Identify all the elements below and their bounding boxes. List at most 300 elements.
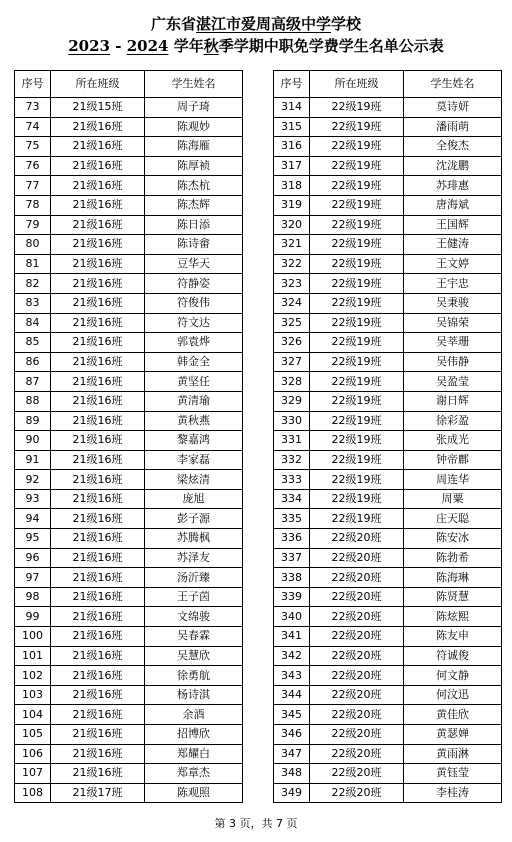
cell-class: 21级16班	[51, 725, 145, 745]
cell-no: 319	[274, 195, 310, 215]
cell-no: 106	[15, 744, 51, 764]
table-row	[274, 176, 502, 196]
cell-name: 王子茵	[145, 587, 243, 607]
table-row	[15, 372, 243, 392]
cell-class: 22级20班	[310, 627, 404, 647]
header-class: 所在班级	[51, 71, 145, 98]
cell-no: 336	[274, 529, 310, 549]
table-row	[274, 117, 502, 137]
cell-name: 郑章杰	[145, 764, 243, 784]
table-row	[274, 156, 502, 176]
table-row	[274, 293, 502, 313]
cell-name: 陈友申	[404, 627, 502, 647]
cell-class: 22级20班	[310, 548, 404, 568]
cell-no: 342	[274, 646, 310, 666]
cell-class: 21级16班	[51, 215, 145, 235]
table-row	[15, 705, 243, 725]
table-row	[274, 352, 502, 372]
cell-name: 庄天聪	[404, 509, 502, 529]
cell-no: 345	[274, 705, 310, 725]
cell-no: 104	[15, 705, 51, 725]
cell-name: 陈海雁	[145, 137, 243, 157]
cell-class: 22级19班	[310, 156, 404, 176]
title-year-start: 2023	[68, 37, 110, 55]
cell-class: 22级19班	[310, 254, 404, 274]
cell-class: 22级19班	[310, 313, 404, 333]
cell-class: 21级16班	[51, 666, 145, 686]
table-row	[15, 215, 243, 235]
cell-no: 332	[274, 450, 310, 470]
cell-no: 317	[274, 156, 310, 176]
cell-no: 343	[274, 666, 310, 686]
title-line-2	[0, 36, 512, 56]
table-row	[274, 137, 502, 157]
cell-no: 346	[274, 725, 310, 745]
cell-no: 83	[15, 293, 51, 313]
cell-no: 333	[274, 470, 310, 490]
cell-class: 22级20班	[310, 744, 404, 764]
cell-class: 21级16班	[51, 509, 145, 529]
table-row	[274, 254, 502, 274]
cell-name: 陈观妙	[145, 117, 243, 137]
cell-class: 21级16班	[51, 352, 145, 372]
table-row	[274, 372, 502, 392]
cell-class: 21级16班	[51, 568, 145, 588]
table-row	[15, 764, 243, 784]
table-row	[274, 313, 502, 333]
cell-class: 22级19班	[310, 470, 404, 490]
cell-no: 320	[274, 215, 310, 235]
cell-name: 陈厚祯	[145, 156, 243, 176]
cell-name: 郑耀白	[145, 744, 243, 764]
cell-no: 77	[15, 176, 51, 196]
table-row	[274, 509, 502, 529]
cell-name: 陈贤慧	[404, 587, 502, 607]
cell-name: 黄佳欣	[404, 705, 502, 725]
cell-no: 318	[274, 176, 310, 196]
table-row	[15, 783, 243, 803]
table-row	[274, 411, 502, 431]
cell-class: 22级19班	[310, 235, 404, 255]
cell-name: 李家磊	[145, 450, 243, 470]
cell-no: 87	[15, 372, 51, 392]
cell-class: 22级19班	[310, 176, 404, 196]
table-row	[274, 195, 502, 215]
header-name: 学生姓名	[145, 71, 243, 98]
title-description: 季学期中职免学费学生名单公示表	[218, 37, 444, 55]
cell-name: 周粟	[404, 489, 502, 509]
cell-name: 全俊杰	[404, 137, 502, 157]
cell-no: 335	[274, 509, 310, 529]
cell-no: 99	[15, 607, 51, 627]
header-class: 所在班级	[310, 71, 404, 98]
table-row	[274, 98, 502, 118]
cell-name: 韩金全	[145, 352, 243, 372]
cell-class: 22级19班	[310, 352, 404, 372]
cell-no: 93	[15, 489, 51, 509]
cell-no: 321	[274, 235, 310, 255]
table-row	[15, 117, 243, 137]
cell-class: 21级16班	[51, 627, 145, 647]
cell-class: 21级16班	[51, 529, 145, 549]
cell-class: 22级19班	[310, 489, 404, 509]
cell-class: 22级19班	[310, 450, 404, 470]
cell-no: 75	[15, 137, 51, 157]
cell-name: 符诚俊	[404, 646, 502, 666]
cell-no: 91	[15, 450, 51, 470]
cell-name: 黄清瑜	[145, 391, 243, 411]
cell-no: 337	[274, 548, 310, 568]
cell-name: 陈诗畲	[145, 235, 243, 255]
cell-class: 22级19班	[310, 372, 404, 392]
cell-no: 92	[15, 470, 51, 490]
cell-class: 22级20班	[310, 568, 404, 588]
cell-class: 22级19班	[310, 274, 404, 294]
table-row	[15, 450, 243, 470]
cell-class: 22级20班	[310, 529, 404, 549]
cell-no: 81	[15, 254, 51, 274]
cell-class: 22级19班	[310, 411, 404, 431]
cell-name: 黄雨淋	[404, 744, 502, 764]
cell-name: 王国辉	[404, 215, 502, 235]
cell-name: 吴莘珊	[404, 333, 502, 353]
cell-class: 21级16班	[51, 391, 145, 411]
cell-class: 21级16班	[51, 646, 145, 666]
cell-no: 315	[274, 117, 310, 137]
cell-class: 21级16班	[51, 587, 145, 607]
cell-name: 何汶迅	[404, 685, 502, 705]
header-no: 序号	[15, 71, 51, 98]
cell-name: 王健涛	[404, 235, 502, 255]
cell-no: 325	[274, 313, 310, 333]
cell-class: 22级19班	[310, 293, 404, 313]
cell-name: 符静姿	[145, 274, 243, 294]
cell-class: 21级16班	[51, 607, 145, 627]
cell-class: 22级19班	[310, 333, 404, 353]
table-row	[15, 195, 243, 215]
title-year-dash: -	[115, 37, 122, 55]
title-school-year: 学年	[173, 37, 204, 55]
table-row	[15, 176, 243, 196]
cell-name: 余酒	[145, 705, 243, 725]
table-row	[15, 470, 243, 490]
cell-name: 吴伟静	[404, 352, 502, 372]
table-row	[274, 568, 502, 588]
cell-class: 21级16班	[51, 195, 145, 215]
cell-name: 黄瑟婵	[404, 725, 502, 745]
cell-name: 苏琲惠	[404, 176, 502, 196]
cell-no: 341	[274, 627, 310, 647]
cell-no: 323	[274, 274, 310, 294]
cell-no: 74	[15, 117, 51, 137]
cell-no: 331	[274, 431, 310, 451]
cell-no: 103	[15, 685, 51, 705]
cell-name: 符俊伟	[145, 293, 243, 313]
cell-name: 吴锦荣	[404, 313, 502, 333]
cell-no: 73	[15, 98, 51, 118]
cell-class: 22级20班	[310, 764, 404, 784]
cell-no: 349	[274, 783, 310, 803]
table-row	[274, 705, 502, 725]
table-row	[274, 744, 502, 764]
cell-name: 招博欣	[145, 725, 243, 745]
cell-name: 苏泽友	[145, 548, 243, 568]
cell-no: 80	[15, 235, 51, 255]
cell-name: 周连华	[404, 470, 502, 490]
cell-name: 梁炫清	[145, 470, 243, 490]
cell-name: 张成光	[404, 431, 502, 451]
table-row	[15, 254, 243, 274]
cell-class: 21级16班	[51, 137, 145, 157]
cell-no: 330	[274, 411, 310, 431]
cell-name: 谢日辉	[404, 391, 502, 411]
cell-name: 徐勇航	[145, 666, 243, 686]
cell-class: 21级16班	[51, 685, 145, 705]
cell-class: 22级19班	[310, 509, 404, 529]
cell-no: 84	[15, 313, 51, 333]
table-row	[15, 313, 243, 333]
table-row	[15, 725, 243, 745]
table-row	[15, 627, 243, 647]
cell-no: 101	[15, 646, 51, 666]
table-row	[15, 744, 243, 764]
cell-class: 22级20班	[310, 666, 404, 686]
table-row	[274, 333, 502, 353]
cell-no: 108	[15, 783, 51, 803]
cell-name: 沈泷鹏	[404, 156, 502, 176]
header-no: 序号	[274, 71, 310, 98]
cell-name: 陈海琳	[404, 568, 502, 588]
cell-name: 彭子源	[145, 509, 243, 529]
cell-name: 陈勃希	[404, 548, 502, 568]
table-row	[274, 489, 502, 509]
cell-name: 苏腾枫	[145, 529, 243, 549]
cell-no: 88	[15, 391, 51, 411]
page-footer: 第 3 页，共 7 页	[214, 817, 298, 830]
cell-no: 316	[274, 137, 310, 157]
cell-class: 21级16班	[51, 489, 145, 509]
table-row	[15, 646, 243, 666]
table-row	[15, 431, 243, 451]
table-row	[15, 391, 243, 411]
table-row	[15, 509, 243, 529]
cell-name: 黄钰莹	[404, 764, 502, 784]
cell-name: 陈炫熙	[404, 607, 502, 627]
table-row	[15, 156, 243, 176]
cell-no: 76	[15, 156, 51, 176]
title-school-name: 湛江市爱周高级中学	[195, 15, 331, 33]
student-table-left	[14, 70, 243, 803]
table-row	[274, 725, 502, 745]
table-row	[274, 783, 502, 803]
table-row	[15, 666, 243, 686]
cell-name: 陈安冰	[404, 529, 502, 549]
cell-no: 79	[15, 215, 51, 235]
cell-class: 21级16班	[51, 313, 145, 333]
table-row	[274, 274, 502, 294]
cell-name: 陈杰辉	[145, 195, 243, 215]
cell-class: 21级15班	[51, 98, 145, 118]
cell-class: 22级19班	[310, 215, 404, 235]
cell-no: 78	[15, 195, 51, 215]
table-row	[274, 529, 502, 549]
cell-name: 王文婷	[404, 254, 502, 274]
table-row	[15, 98, 243, 118]
cell-class: 22级20班	[310, 607, 404, 627]
cell-class: 21级16班	[51, 293, 145, 313]
table-row	[274, 391, 502, 411]
table-row	[274, 450, 502, 470]
cell-name: 吴盈莹	[404, 372, 502, 392]
cell-name: 豆华天	[145, 254, 243, 274]
cell-class: 22级20班	[310, 705, 404, 725]
cell-name: 陈日添	[145, 215, 243, 235]
cell-name: 吴春霖	[145, 627, 243, 647]
cell-no: 95	[15, 529, 51, 549]
cell-name: 何文静	[404, 666, 502, 686]
title-year-end: 2024	[126, 37, 169, 55]
cell-name: 杨诗淇	[145, 685, 243, 705]
table-row	[15, 274, 243, 294]
cell-name: 庞旭	[145, 489, 243, 509]
cell-no: 97	[15, 568, 51, 588]
cell-class: 22级20班	[310, 725, 404, 745]
cell-no: 89	[15, 411, 51, 431]
table-row	[274, 646, 502, 666]
cell-no: 340	[274, 607, 310, 627]
cell-class: 21级16班	[51, 470, 145, 490]
cell-class: 21级16班	[51, 372, 145, 392]
cell-class: 21级16班	[51, 156, 145, 176]
cell-class: 22级20班	[310, 587, 404, 607]
cell-class: 22级19班	[310, 98, 404, 118]
table-row	[274, 627, 502, 647]
cell-name: 周子琦	[145, 98, 243, 118]
table-row	[15, 548, 243, 568]
student-table-right	[273, 70, 502, 803]
table-row	[15, 685, 243, 705]
cell-class: 21级16班	[51, 117, 145, 137]
table-row	[274, 548, 502, 568]
table-row	[15, 137, 243, 157]
table-row	[15, 529, 243, 549]
title-term: 秋	[203, 37, 219, 55]
cell-name: 唐海斌	[404, 195, 502, 215]
cell-no: 338	[274, 568, 310, 588]
cell-name: 黄坚任	[145, 372, 243, 392]
cell-class: 21级16班	[51, 705, 145, 725]
table-row	[274, 764, 502, 784]
cell-class: 21级16班	[51, 274, 145, 294]
cell-no: 348	[274, 764, 310, 784]
cell-no: 107	[15, 764, 51, 784]
cell-no: 328	[274, 372, 310, 392]
cell-no: 314	[274, 98, 310, 118]
table-row	[274, 685, 502, 705]
cell-no: 334	[274, 489, 310, 509]
cell-class: 21级16班	[51, 254, 145, 274]
cell-no: 344	[274, 685, 310, 705]
cell-name: 汤沂臻	[145, 568, 243, 588]
cell-name: 李桂涛	[404, 783, 502, 803]
cell-class: 21级16班	[51, 744, 145, 764]
table-row	[274, 235, 502, 255]
cell-class: 22级19班	[310, 117, 404, 137]
cell-name: 符文达	[145, 313, 243, 333]
cell-no: 96	[15, 548, 51, 568]
cell-class: 21级16班	[51, 764, 145, 784]
cell-name: 莫诗妍	[404, 98, 502, 118]
cell-name: 郭袁烨	[145, 333, 243, 353]
cell-no: 105	[15, 725, 51, 745]
table-row	[15, 293, 243, 313]
cell-no: 102	[15, 666, 51, 686]
cell-no: 82	[15, 274, 51, 294]
table-row	[15, 333, 243, 353]
cell-class: 21级16班	[51, 235, 145, 255]
table-row	[274, 470, 502, 490]
cell-no: 339	[274, 587, 310, 607]
title-school-suffix: 学校	[331, 15, 362, 33]
cell-class: 22级19班	[310, 195, 404, 215]
cell-class: 21级17班	[51, 783, 145, 803]
cell-no: 85	[15, 333, 51, 353]
cell-no: 90	[15, 431, 51, 451]
cell-no: 347	[274, 744, 310, 764]
table-row	[15, 568, 243, 588]
cell-no: 324	[274, 293, 310, 313]
table-row	[15, 235, 243, 255]
title-line-1	[0, 14, 512, 34]
cell-no: 327	[274, 352, 310, 372]
cell-class: 21级16班	[51, 411, 145, 431]
cell-name: 陈观照	[145, 783, 243, 803]
cell-class: 21级16班	[51, 176, 145, 196]
cell-no: 100	[15, 627, 51, 647]
cell-no: 329	[274, 391, 310, 411]
cell-name: 黄秋燕	[145, 411, 243, 431]
cell-name: 文绵骏	[145, 607, 243, 627]
table-row	[274, 215, 502, 235]
table-row	[15, 352, 243, 372]
table-row	[274, 587, 502, 607]
cell-name: 潘雨萌	[404, 117, 502, 137]
cell-name: 黎嘉鸿	[145, 431, 243, 451]
cell-no: 326	[274, 333, 310, 353]
cell-class: 22级20班	[310, 783, 404, 803]
cell-class: 22级19班	[310, 431, 404, 451]
table-header-row	[15, 71, 243, 98]
table-row	[274, 607, 502, 627]
table-row	[15, 587, 243, 607]
cell-name: 陈杰杭	[145, 176, 243, 196]
cell-class: 22级19班	[310, 137, 404, 157]
cell-name: 吴秉骏	[404, 293, 502, 313]
table-row	[274, 431, 502, 451]
cell-no: 322	[274, 254, 310, 274]
table-row	[15, 489, 243, 509]
table-row	[15, 411, 243, 431]
cell-class: 21级16班	[51, 333, 145, 353]
cell-class: 21级16班	[51, 431, 145, 451]
title-province: 广东省	[150, 15, 196, 33]
cell-class: 21级16班	[51, 548, 145, 568]
table-row	[274, 666, 502, 686]
cell-class: 21级16班	[51, 450, 145, 470]
cell-class: 22级20班	[310, 646, 404, 666]
cell-name: 王宇忠	[404, 274, 502, 294]
header-name: 学生姓名	[404, 71, 502, 98]
